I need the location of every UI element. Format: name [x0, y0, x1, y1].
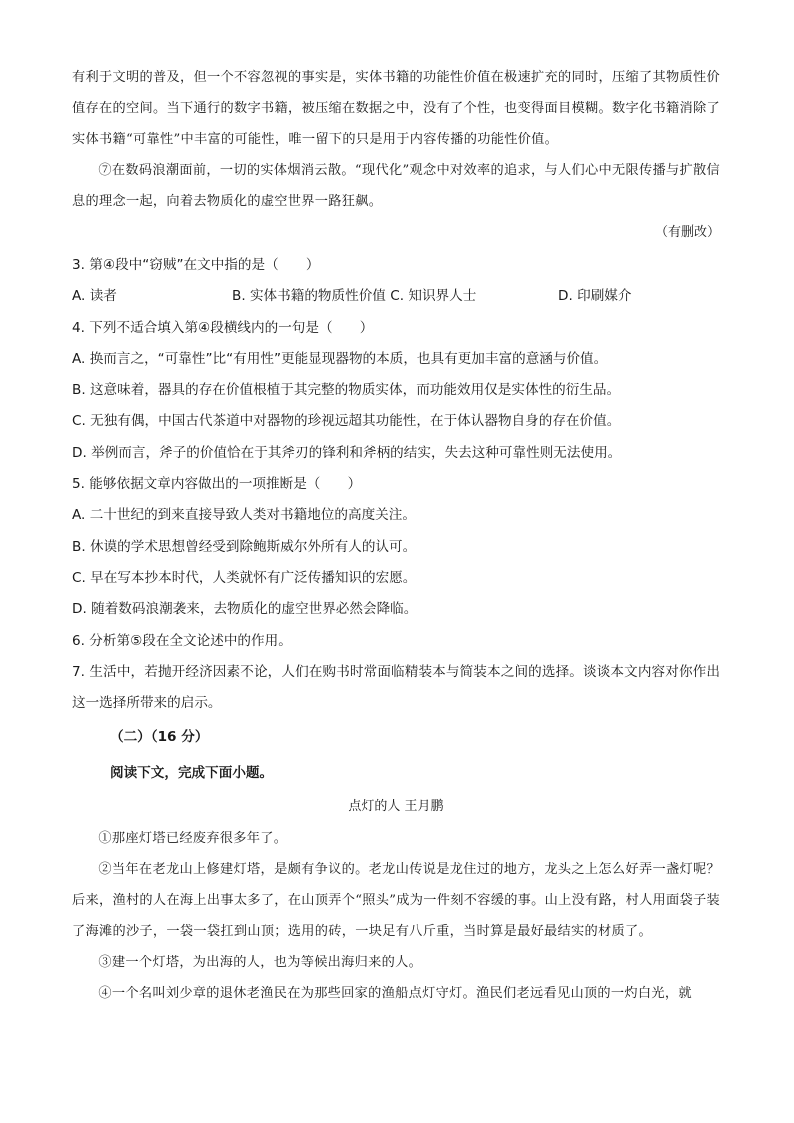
question-3-option-d: D. 印刷媒介: [558, 288, 632, 305]
question-4-stem: 4. 下列不适合填入第④段横线内的一句是（ ）: [72, 319, 374, 336]
question-5-option-d: D. 随着数码浪潮袭来，去物质化的虚空世界必然会降临。: [72, 601, 418, 618]
section-2-heading: （二）（16 分）: [110, 729, 209, 746]
document-page: [72, 62, 720, 1009]
question-3-stem: 3. 第④段中“窃贼”在文中指的是（ ）: [72, 257, 320, 273]
question-4-option-c: C. 无独有偶，中国古代茶道中对器物的珍视远超其功能性，在于体认器物自身的存在价值。: [72, 413, 621, 430]
section-2-instruction: 阅读下文，完成下面小题。: [110, 765, 274, 782]
story-paragraph-4: ④一个名叫刘少章的退休老渔民在为那些回家的渔船点灯守灯。渔民们老远看见山顶的一灼白光，就: [98, 986, 692, 1002]
passage-paragraph-7: ⑦在数码浪潮面前，一切的实体烟消云散。“现代化”观念中对效率的追求，与人们心中无限传播与扩散信息的理念一起，向着去物质化的虚空世界一路狂飙。: [72, 163, 720, 209]
story-paragraph-1: ①那座灯塔已经废弃很多年了。: [98, 831, 288, 847]
question-4-option-b: B. 这意味着，器具的存在价值根植于其完整的物质实体，而功能效用仅是实体性的衍生品。: [72, 382, 621, 399]
question-6: 6. 分析第⑤段在全文论述中的作用。: [72, 632, 292, 649]
passage-paragraph-continued: 有利于文明的普及，但一个不容忽视的事实是，实体书籍的功能性价值在极速扩充的同时，压缩了其物质性价值存在的空间。当下通行的数字书籍，被压缩在数据之中，没有了个性，也变得面目模糊。数字化书籍消除了实体书籍“可靠性”中丰富的可能性，唯一留下的只是用于内容传播的功能性价值。: [72, 70, 720, 147]
question-5-stem: 5. 能够依据文章内容做出的一项推断是（ ）: [72, 476, 362, 493]
question-5-option-b: B. 休谟的学术思想曾经受到除鲍斯威尔外所有人的认可。: [72, 538, 417, 555]
question-3-option-a: A. 读者: [72, 288, 117, 305]
question-5-option-c: C. 早在写本抄本时代，人类就怀有广泛传播知识的宏愿。: [72, 569, 417, 586]
question-4-option-d: D. 举例而言，斧子的价值恰在于其斧刃的锋利和斧柄的结实，失去这种可靠性则无法使用。: [72, 444, 622, 461]
question-5-option-a: A. 二十世纪的到来直接导致人类对书籍地位的高度关注。: [72, 507, 416, 524]
story-paragraph-2: ②当年在老龙山上修建灯塔，是颇有争议的。老龙山传说是龙住过的地方，龙头之上怎么好弄一盏灯呢？后来，渔村的人在海上出事太多了，在山顶弄个“照头”成为一件刻不容缓的事。山上没有路，村人用面袋子装了海滩的沙子，一袋一袋扛到山顶；选用的砖，一块足有八斤重，当时算是最好最结实的材质了。: [72, 862, 720, 940]
question-3-option-bc: B. 实体书籍的物质性价值 C. 知识界人士: [232, 288, 477, 305]
question-4-option-a: A. 换而言之，“可靠性”比“有用性”更能显现器物的本质，也具有更加丰富的意涵与价值。: [72, 350, 608, 367]
story-title: 点灯的人 王月鹏: [348, 799, 444, 815]
question-3-options: [72, 281, 720, 312]
story-paragraph-3: ③建一个灯塔，为出海的人，也为等候出海归来的人。: [98, 955, 423, 971]
source-note: （有删改）: [654, 225, 720, 240]
question-7: 7. 生活中，若抛开经济因素不论，人们在购书时常面临精装本与简装本之间的选择。谈谈本文内容对你作出这一选择所带来的启示。: [72, 663, 720, 712]
